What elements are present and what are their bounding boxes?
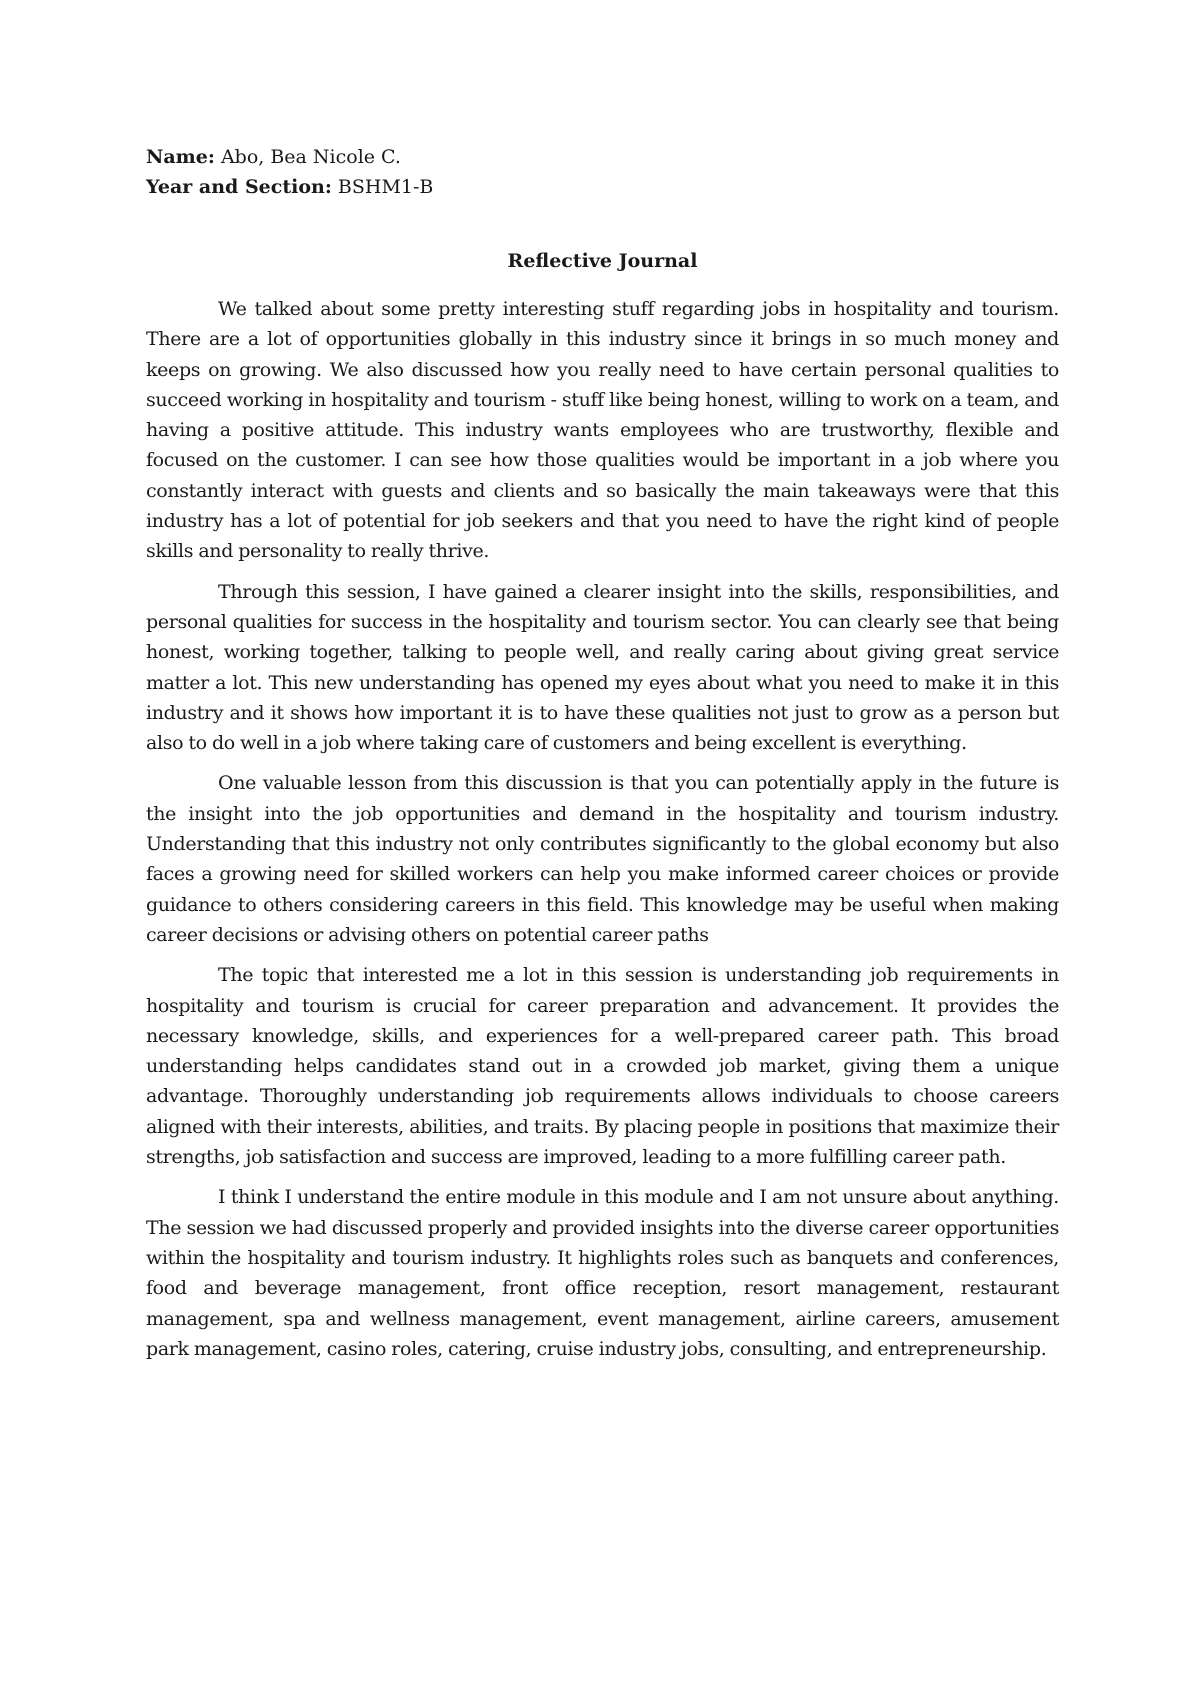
- name-line: [146, 142, 1059, 172]
- paragraph-4: The topic that interested me a lot in this session is understanding job requirements in hospitality and tourism is crucial for career preparation and advancement. It provides the necessary knowledge, skills, and experiences for a well-prepared career path. This broad understanding helps candidates stand out in a crowded job market, giving them a unique advantage. Thoroughly understanding job requirements allows individuals to choose careers aligned with their interests, abilities, and traits. By placing people in positions that maximize their strengths, job satisfaction and success are improved, leading to a more fulfilling career path.: [146, 964, 1059, 1169]
- year-section-value: BSHM1-B: [337, 176, 434, 198]
- document-title: Reflective Journal: [507, 250, 698, 272]
- paragraph-1: We talked about some pretty interesting stuff regarding jobs in hospitality and tourism. There are a lot of opportunities globally in this industry since it brings in so much money and keeps on growing. We also discussed how you really need to have certain personal qualities to succeed working in hospitality and tourism - stuff like being honest, willing to work on a team, and having a positive attitude. This industry wants employees who are trustworthy, flexible and focused on the customer. I can see how those qualities would be important in a job where you constantly interact with guests and clients and so basically the main takeaways were that this industry has a lot of potential for job seekers and that you need to have the right kind of people skills and personality to really thrive.: [146, 298, 1059, 563]
- name-label: Name:: [146, 146, 215, 168]
- paragraph-3: One valuable lesson from this discussion is that you can potentially apply in the future is the insight into the job opportunities and demand in the hospitality and tourism industry. Understanding that this industry not only contributes significantly to the global economy but also faces a growing need for skilled workers can help you make informed career choices or provide guidance to others considering careers in this field. This knowledge may be useful when making career decisions or advising others on potential career paths: [146, 772, 1059, 946]
- year-section-label: Year and Section:: [146, 176, 332, 198]
- document-page: [146, 142, 1059, 1374]
- year-section-line: [146, 172, 1059, 202]
- paragraph-5: I think I understand the entire module in this module and I am not unsure about anything. The session we had discussed properly and provided insights into the diverse career opportunities within the hospitality and tourism industry. It highlights roles such as banquets and conferences, food and beverage management, front office reception, resort management, restaurant management, spa and wellness management, event management, airline careers, amusement park management, casino roles, catering, cruise industry jobs, consulting, and entrepreneurship.: [146, 1186, 1059, 1360]
- name-value: Abo, Bea Nicole C.: [220, 146, 401, 168]
- paragraph-2: Through this session, I have gained a clearer insight into the skills, responsibilities, and personal qualities for success in the hospitality and tourism sector. You can clearly see that being honest, working together, talking to people well, and really caring about giving great service matter a lot. This new understanding has opened my eyes about what you need to make it in this industry and it shows how important it is to have these qualities not just to grow as a person but also to do well in a job where taking care of customers and being excellent is everything.: [146, 580, 1059, 755]
